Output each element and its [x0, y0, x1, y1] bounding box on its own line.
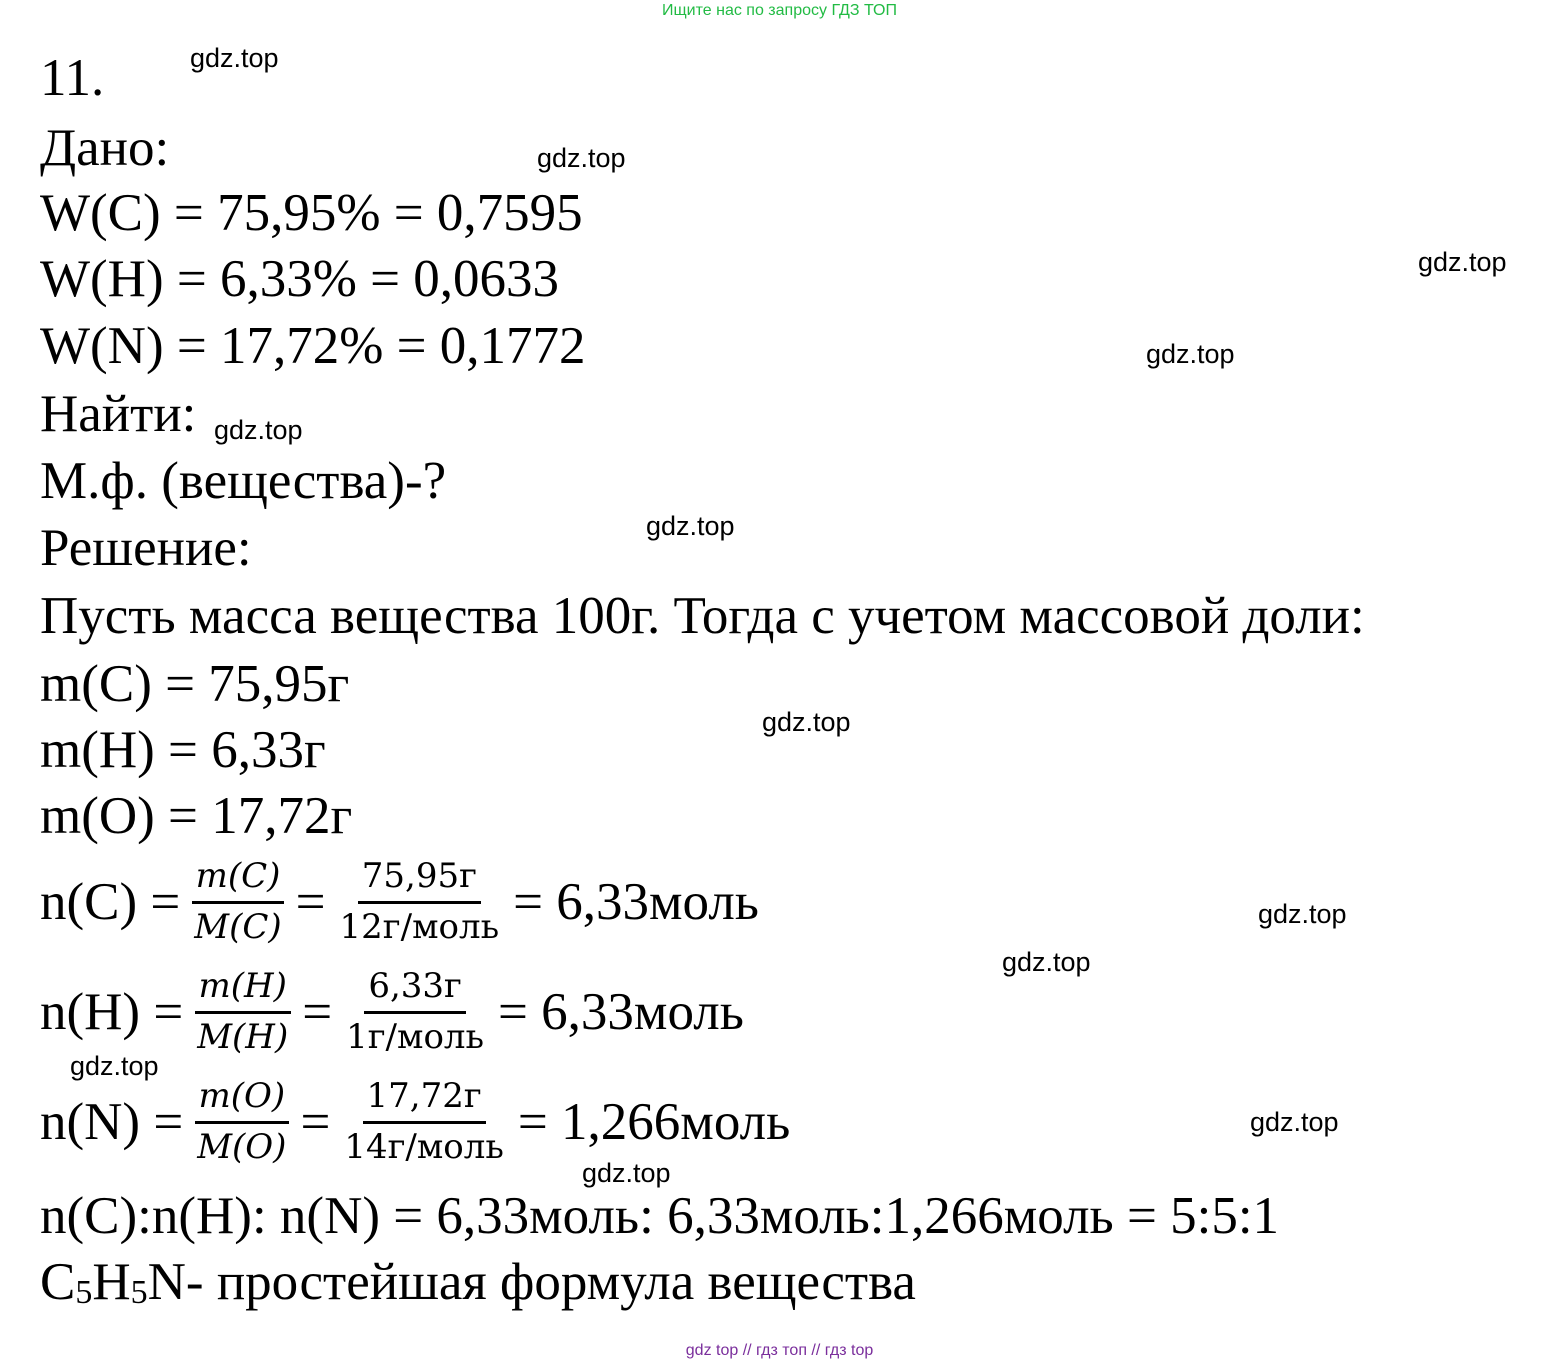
fraction	[342, 967, 488, 1056]
footer-links: gdz top // гдз топ // гдз top	[685, 1342, 874, 1359]
fraction	[193, 1077, 290, 1166]
eq-lhs: n(C) =	[40, 872, 181, 931]
watermark: gdz.top	[1258, 899, 1347, 929]
eq-rhs: = 6,33моль	[498, 982, 744, 1041]
fraction-numerator: 75,95г	[358, 857, 481, 903]
watermark: gdz.top	[537, 143, 626, 173]
eq-lhs: n(N) =	[40, 1092, 184, 1151]
watermark: gdz.top	[1146, 339, 1235, 369]
formula-index: 5	[75, 1274, 93, 1311]
fraction	[193, 967, 292, 1056]
fraction-denominator: M(O)	[197, 1126, 287, 1167]
fraction	[190, 857, 285, 946]
watermark: gdz.top	[1418, 247, 1507, 277]
task-number: 11.	[40, 49, 105, 107]
fraction-numerator: m(O)	[195, 1077, 290, 1123]
top-banner: Ищите нас по запросу ГДЗ ТОП	[662, 2, 897, 19]
formula-element: N	[147, 1253, 186, 1311]
eq-lhs: n(H) =	[40, 982, 184, 1041]
fraction-numerator: m(C)	[192, 857, 285, 903]
mass-line: m(C) = 75,95г	[40, 655, 350, 713]
formula-description: - простейшая формула вещества	[185, 1253, 916, 1311]
formula-element: C	[40, 1253, 76, 1311]
fraction-denominator: M(C)	[194, 906, 282, 947]
find-item: М.ф. (вещества)-?	[40, 452, 447, 510]
watermark: gdz.top	[214, 415, 303, 445]
ratio-line: n(C):n(H): n(N) = 6,33моль: 6,33моль:1,266моль = 5:5:1	[40, 1187, 1280, 1245]
fraction-numerator: 6,33г	[364, 967, 466, 1013]
formula-element: H	[92, 1253, 131, 1311]
formula-index: 5	[130, 1274, 148, 1311]
formula-line	[40, 1253, 916, 1311]
mass-line: m(O) = 17,72г	[40, 787, 353, 845]
given-label: Дано:	[40, 119, 170, 177]
watermark: gdz.top	[582, 1158, 671, 1188]
given-line: W(C) = 75,95% = 0,7595	[40, 184, 583, 242]
watermark: gdz.top	[190, 43, 279, 73]
watermark: gdz.top	[762, 707, 851, 737]
fraction	[340, 1077, 508, 1166]
fraction-denominator: M(H)	[197, 1016, 289, 1057]
fraction-numerator: 17,72г	[363, 1077, 486, 1123]
find-label: Найти:	[40, 385, 197, 443]
eq-rhs: = 6,33моль	[513, 872, 759, 931]
given-line: W(H) = 6,33% = 0,0633	[40, 250, 560, 308]
watermark: gdz.top	[646, 511, 735, 541]
moles-equation-c	[40, 842, 759, 962]
watermark: gdz.top	[1002, 947, 1091, 977]
fraction-numerator: m(H)	[195, 967, 291, 1013]
watermark: gdz.top	[1250, 1107, 1339, 1137]
fraction-denominator: 12г/моль	[339, 906, 500, 947]
given-line: W(N) = 17,72% = 0,1772	[40, 317, 586, 375]
assumption-text: Пусть масса вещества 100г. Тогда с учетом массовой доли:	[40, 587, 1365, 645]
fraction	[336, 857, 504, 946]
fraction-denominator: 1г/моль	[346, 1016, 485, 1057]
fraction-denominator: 14г/моль	[344, 1126, 504, 1167]
mass-line: m(H) = 6,33г	[40, 721, 326, 779]
eq-sign: =	[300, 1092, 331, 1151]
watermark: gdz.top	[70, 1051, 159, 1081]
solution-label: Решение:	[40, 519, 252, 577]
eq-sign: =	[302, 982, 333, 1041]
eq-sign: =	[295, 872, 326, 931]
eq-rhs: = 1,266моль	[517, 1092, 791, 1151]
